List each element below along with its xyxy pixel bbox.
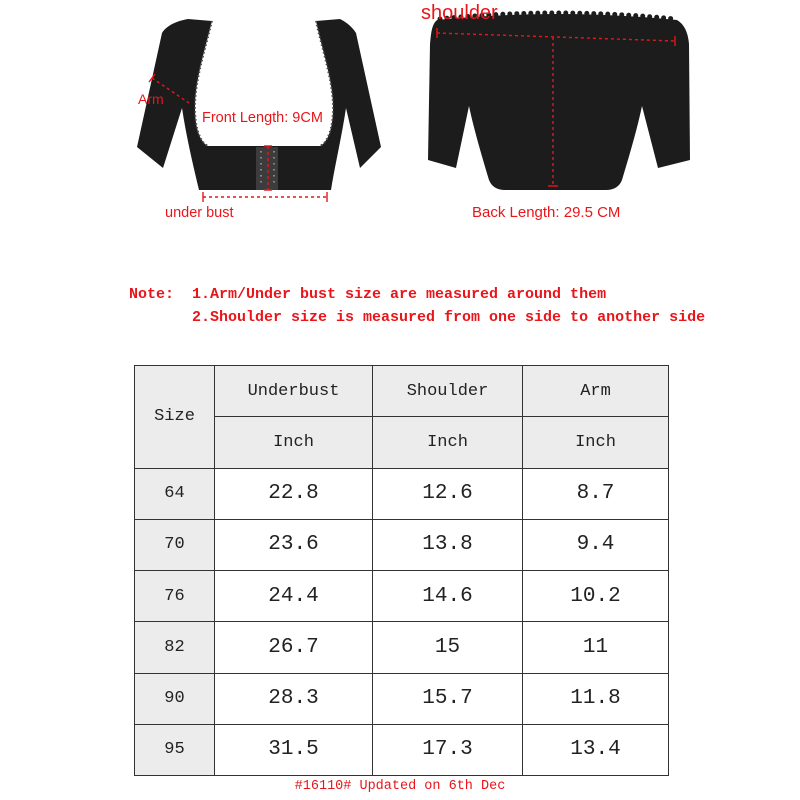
table-row (135, 724, 669, 775)
table-cell-size: 70 (135, 519, 215, 570)
unit-header-underbust: Inch (215, 417, 373, 468)
note-line: 1.Arm/Under bust size are measured around them (192, 286, 607, 303)
update-footer: #16110# Updated on 6th Dec (294, 779, 506, 794)
table-cell-shoulder: 12.6 (373, 468, 523, 519)
table-cell-underbust: 23.6 (215, 519, 373, 570)
table-row (135, 468, 669, 519)
table-header-row (135, 366, 669, 417)
table-cell-arm: 8.7 (523, 468, 669, 519)
unit-header-shoulder: Inch (373, 417, 523, 468)
table-unit-row (135, 417, 669, 468)
table-row (135, 622, 669, 673)
front-length-label: Front Length: 9CM (202, 110, 323, 126)
note-line: 2.Shoulder size is measured from one side to another side (192, 309, 706, 326)
column-header-shoulder: Shoulder (373, 366, 523, 417)
table-cell-arm: 11 (523, 622, 669, 673)
arm-label: Arm (138, 91, 164, 107)
back-garment-body (428, 14, 690, 190)
under-bust-measure-line (203, 192, 327, 202)
table-cell-arm: 9.4 (523, 519, 669, 570)
table-cell-size: 64 (135, 468, 215, 519)
table-cell-shoulder: 14.6 (373, 571, 523, 622)
front-hook-closure (256, 147, 278, 190)
table-cell-arm: 10.2 (523, 571, 669, 622)
unit-header-arm: Inch (523, 417, 669, 468)
table-cell-shoulder: 13.8 (373, 519, 523, 570)
size-table (134, 365, 669, 776)
back-length-label: Back Length: 29.5 CM (472, 204, 621, 221)
table-cell-underbust: 24.4 (215, 571, 373, 622)
column-header-arm: Arm (523, 366, 669, 417)
back-view-garment (428, 13, 690, 190)
shoulder-label: shoulder (421, 2, 498, 24)
table-cell-underbust: 31.5 (215, 724, 373, 775)
table-row (135, 673, 669, 724)
table-cell-shoulder: 15 (373, 622, 523, 673)
under-bust-label: under bust (165, 205, 234, 221)
column-header-underbust: Underbust (215, 366, 373, 417)
table-cell-size: 82 (135, 622, 215, 673)
table-cell-arm: 11.8 (523, 673, 669, 724)
front-view-garment (137, 19, 381, 190)
table-row (135, 571, 669, 622)
table-cell-size: 90 (135, 673, 215, 724)
table-cell-arm: 13.4 (523, 724, 669, 775)
table-cell-shoulder: 15.7 (373, 673, 523, 724)
table-cell-underbust: 22.8 (215, 468, 373, 519)
table-cell-underbust: 28.3 (215, 673, 373, 724)
table-cell-size: 76 (135, 571, 215, 622)
table-cell-shoulder: 17.3 (373, 724, 523, 775)
note-label: Note: (129, 286, 175, 303)
table-cell-size: 95 (135, 724, 215, 775)
size-column-header: Size (135, 366, 215, 469)
table-row (135, 519, 669, 570)
table-cell-underbust: 26.7 (215, 622, 373, 673)
